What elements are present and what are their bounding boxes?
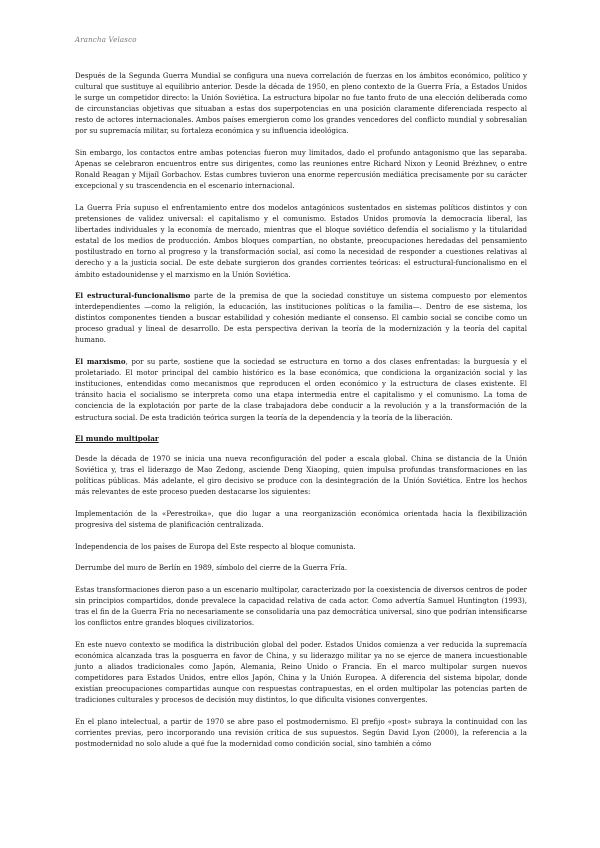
event-eastern-europe: Independencia de los países de Europa del Este respecto al bloque comunista.: [75, 541, 356, 551]
term-marxism: El marxismo: [75, 357, 126, 367]
paragraph-cold-war-models: La Guerra Fría supuso el enfrentamiento entre dos modelos antagónicos sustentados en sistemas políticos distintos y con pretensiones de validez universal: el capitalismo y el comunismo. Estados Unidos promovía la democracia liberal, las libertades individuales y la economía de mercado, mientras que el bloque soviético defendía el socialismo y la titularidad estatal de los medios de producción. Ambos bloques compartían, no obstante, preocupaciones heredadas del pensamiento postilustrado en torno al progreso y la transformación social, así como la necesidad de responder a cuestiones relativas al derecho y a la justicia social. De este debate surgieron dos grandes corrientes teóricas: el estructural-funcionalismo en el ámbito estadounidense y el marxismo en la Unión Soviética.: [75, 202, 527, 279]
paragraph-bipolar-origin: Después de la Segunda Guerra Mundial se configura una nueva correlación de fuerzas en los ámbitos económico, político y cultural que sustituye al equilibrio anterior. Desde la década de 1950, en pleno contexto de la Guerra Fría, a Estados Unidos le surge un competidor directo: la Unión Soviética. La estructura bipolar no fue tanto fruto de una elección deliberada como de circunstancias objetivas que situaban a estas dos superpotencias en una posición claramente diferenciada respecto al resto de actores internacionales. Ambos países emergieron como los grandes vencedores del conflicto mundial y sobresalían por su supremacía militar, su fortaleza económica y su influencia ideológica.: [75, 71, 527, 136]
paragraph-postmodernism: En el plano intelectual, a partir de 1970 se abre paso el postmodernismo. El prefijo «post» subraya la continuidad con las corrientes previas, pero incorporando una revisión crítica de sus supuestos. Según David Lyon (2000), la referencia a la postmodernidad no solo alude a qué fue la modernidad como condición social, sino también a cómo: [75, 716, 527, 748]
paragraph-huntington: Estas transformaciones dieron paso a un escenario multipolar, caracterizado por la coexistencia de diversos centros de poder sin principios compartidos, donde prevalece la capacidad relativa de cada actor. Como advertía Samuel Huntington (1993), tras el fin de la Guerra Fría no necesariamente se consolidaría una paz democrática universal, sino que podrían intensificarse los conflictos entre grandes bloques civilizatorios.: [75, 584, 527, 628]
paragraph-power-distribution: En este nuevo contexto se modifica la distribución global del poder. Estados Unidos comienza a ver reducida la supremacía económica alcanzada tras la posguerra en favor de China, y su liderazgo militar ya no se ejerce de manera incuestionable junto a aliados tradicionales como Japón, Alemania, Reino Unido o Francia. En el marco multipolar surgen nuevos competidores para Estados Unidos, entre ellos Japón, China y la Unión Europea. A diferencia del sistema bipolar, donde existían preocupaciones compartidas aunque con respuestas contrapuestas, en el orden multipolar las potencias parten de tradiciones culturales y procesos de decisión muy distintos, lo que dificulta visiones convergentes.: [75, 639, 527, 705]
paragraph-multipolar-intro: Desde la década de 1970 se inicia una nueva reconfiguración del poder a escala global. China se distancia de la Unión Soviética y, tras el liderazgo de Mao Zedong, asciende Deng Xiaoping, quien impulsa profundas transformaciones en las políticas públicas. Más adelante, el giro decisivo se produce con la desintegración de la Unión Soviética. Entre los hechos más relevantes de este proceso pueden destacarse los siguientes:: [75, 454, 527, 497]
section-heading-multipolar: El mundo multipolar: [75, 434, 159, 444]
event-berlin-wall: Derrumbe del muro de Berlín en 1989, símbolo del cierre de la Guerra Fría.: [75, 563, 348, 573]
term-structural-functionalism: El estructural-funcionalismo: [75, 291, 191, 301]
definition-structural-functionalism: parte de la premisa de que la sociedad constituye un sistema compuesto por elementos interdependientes —como la religión, la educación, las instituciones políticas o la familia—. Dentro de ese sistema, los distintos componentes tienden a buscar estabilidad y cohesión mediante el consenso. El cambio social se concibe como un proceso gradual y lineal de desarrollo. De esta perspectiva derivan la teoría de la modernización y la teoría del capital humano.: [75, 291, 527, 345]
document-body: [75, 70, 527, 760]
paragraph-structural-functionalism: [75, 290, 527, 345]
event-perestroika: Implementación de la «Perestroika», que dio lugar a una reorganización económica orientada hacia la flexibilización progresiva del sistema de planificación centralizada.: [75, 509, 527, 530]
running-header-author: Arancha Velasco: [75, 36, 137, 44]
definition-marxism: , por su parte, sostiene que la sociedad se estructura en torno a dos clases enfrentadas: la burguesía y el proletariado. El motor principal del cambio histórico es la base económica, que condiciona la organización social y las instituciones, entendidas como mecanismos que reproducen el orden económico y la estructura de clases existente. El tránsito hacia el socialismo se interpreta como una etapa intermedia entre el capitalismo y el comunismo. La toma de conciencia de la explotación por parte de la clase trabajadora debe conducir a la revolución y a la transformación de la estructura social. De esta tradición teórica surgen la teoría de la dependencia y la teoría de la liberación.: [75, 357, 527, 422]
paragraph-summits: Sin embargo, los contactos entre ambas potencias fueron muy limitados, dado el profundo antagonismo que las separaba. Apenas se celebraron encuentros entre sus dirigentes, como las reuniones entre Richard Nixon y Leonid Brézhnev, o entre Ronald Reagan y Mijaíl Gorbachov. Estas cumbres tuvieron una enorme repercusión mediática precisamente por su carácter excepcional y su trascendencia en el escenario internacional.: [75, 148, 527, 191]
paragraph-marxism: [75, 356, 527, 423]
